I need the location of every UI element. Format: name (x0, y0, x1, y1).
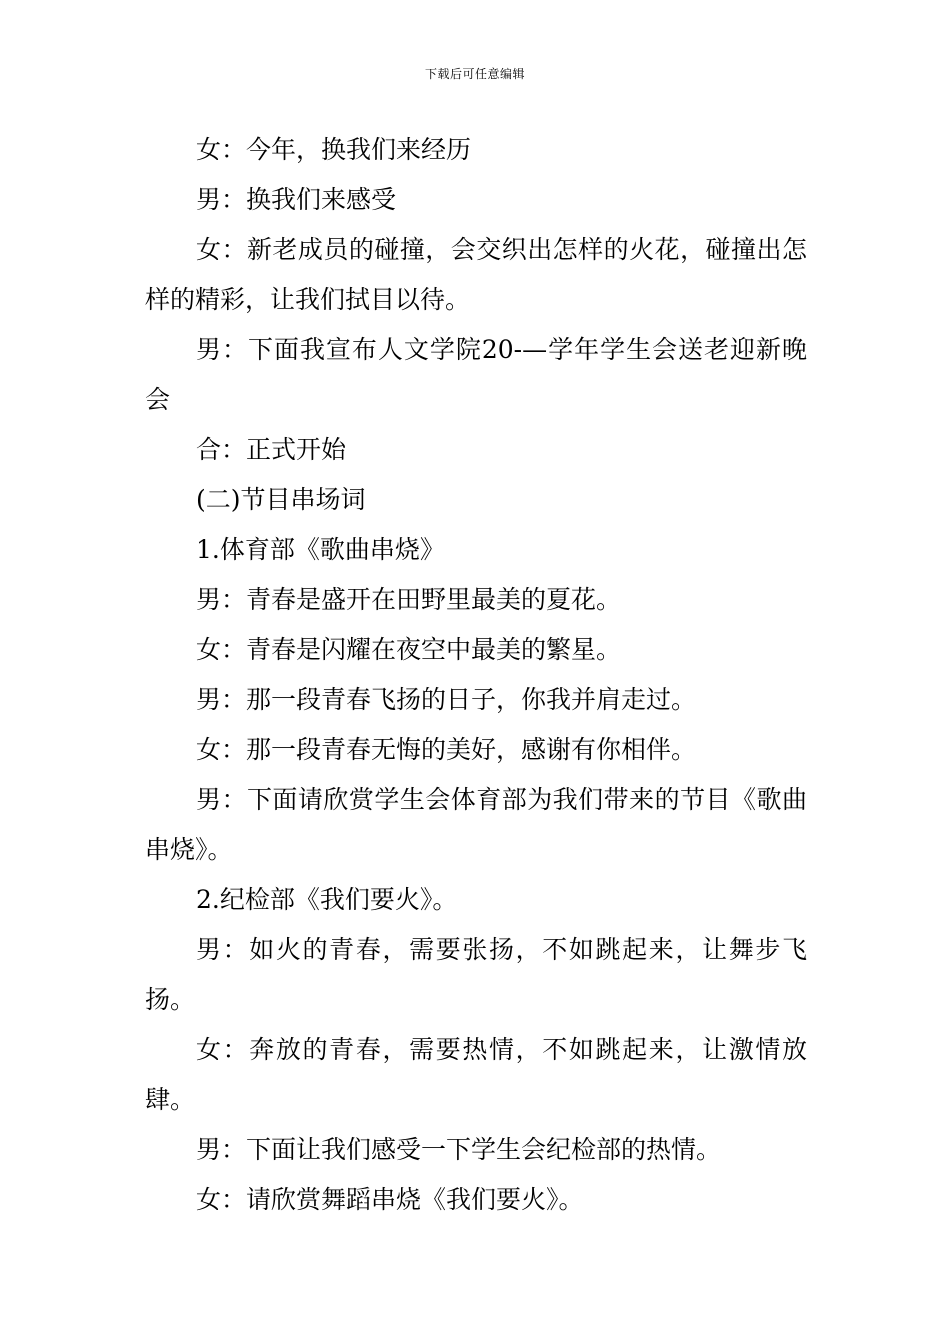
document-body (145, 125, 807, 1225)
paragraph: 合：正式开始 (196, 435, 347, 464)
paragraph: 男：青春是盛开在田野里最美的夏花。 (196, 585, 622, 614)
program-item-title: 1.体育部《歌曲串烧》 (196, 535, 445, 564)
paragraph: 女：青春是闪耀在夜空中最美的繁星。 (196, 635, 622, 664)
paragraph: 男：下面我宣布人文学院20-—学年学生会送老迎新晚会 (145, 335, 807, 414)
paragraph: 男：换我们来感受 (196, 185, 397, 214)
paragraph: 男：那一段青春飞扬的日子，你我并肩走过。 (196, 685, 697, 714)
paragraph: 女：那一段青春无悔的美好，感谢有你相伴。 (196, 735, 697, 764)
page-header: 下载后可任意编辑 (424, 67, 525, 81)
paragraph: 女：新老成员的碰撞，会交织出怎样的火花，碰撞出怎样的精彩，让我们拭目以待。 (145, 235, 807, 314)
paragraph: 女：奔放的青春，需要热情，不如跳起来，让激情放肆。 (145, 1035, 807, 1114)
program-item-title: 2.纪检部《我们要火》。 (196, 885, 458, 914)
paragraph: 女：今年，换我们来经历 (196, 135, 472, 164)
paragraph: 男：下面请欣赏学生会体育部为我们带来的节目《歌曲串烧》。 (145, 785, 807, 864)
paragraph: 男：下面让我们感受一下学生会纪检部的热情。 (196, 1135, 722, 1164)
section-heading: (二)节目串场词 (196, 485, 366, 514)
paragraph: 女：请欣赏舞蹈串烧《我们要火》。 (196, 1185, 584, 1214)
paragraph: 男：如火的青春，需要张扬，不如跳起来，让舞步飞扬。 (145, 935, 807, 1014)
